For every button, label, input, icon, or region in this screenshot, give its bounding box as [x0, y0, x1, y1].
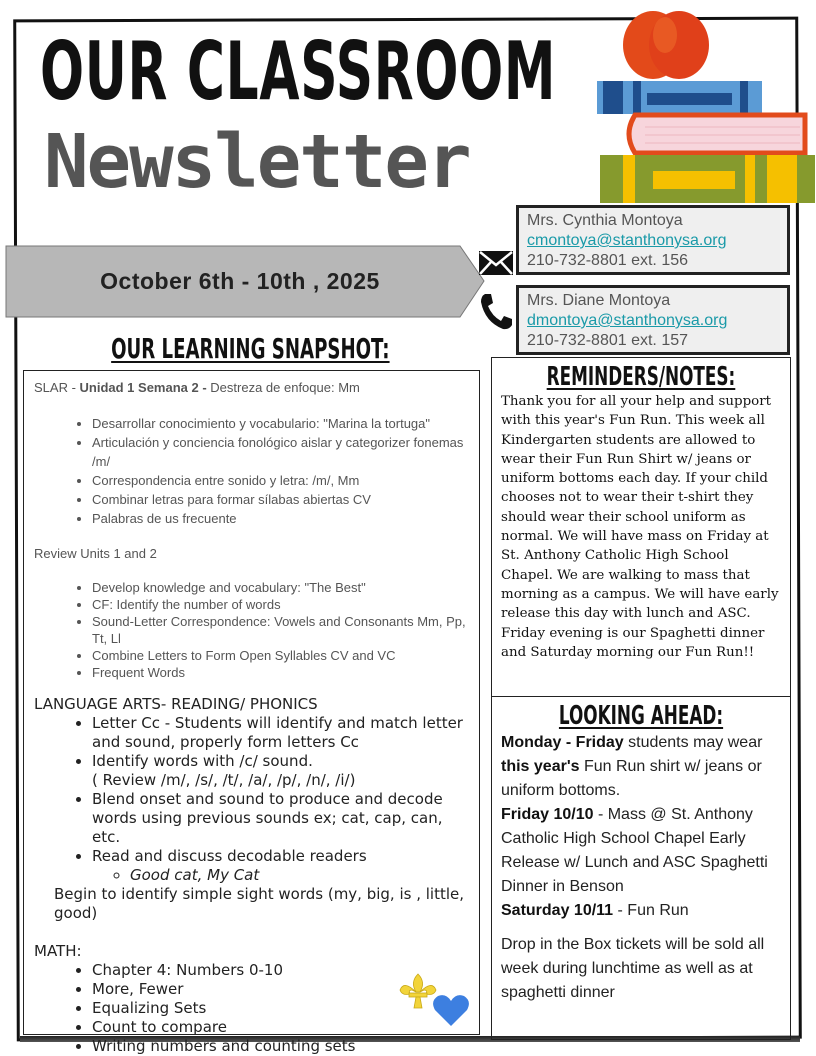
list-item: • More, Fewer: [92, 980, 469, 999]
contact-email-link[interactable]: cmontoya@stanthonysa.org: [527, 232, 727, 249]
list-item: • Chapter 4: Numbers 0-10: [92, 961, 469, 980]
looking-ahead-body: [501, 731, 781, 1005]
reminders-title: [501, 362, 781, 392]
event-day: Friday 10/10: [501, 806, 594, 823]
list-item: • Develop knowledge and vocabulary: "The Best": [92, 579, 469, 596]
event-emphasis: this year's: [501, 758, 580, 775]
event-fun-run-shirt: [501, 731, 781, 803]
list-item: • Frequent Words: [92, 664, 469, 681]
list-item-readers: ◦ Good cat, My Cat: [130, 866, 469, 885]
books-apple-icon: [595, 5, 816, 205]
contact-name: Mrs. Diane Montoya: [527, 292, 671, 309]
list-item: • CF: Identify the number of words: [92, 596, 469, 613]
list-item: • Writing numbers and counting sets: [92, 1037, 469, 1056]
reminders-title-text: REMINDERS/NOTES:: [546, 362, 736, 392]
sight-words: Begin to identify simple sight words (my, big, is , little, good): [54, 885, 465, 922]
snapshot-title: [20, 332, 480, 365]
list-item: • Read and discuss decodable readers: [92, 847, 469, 866]
slar-focus: Destreza de enfoque: Mm: [206, 380, 360, 395]
event-day: Saturday 10/11: [501, 902, 614, 919]
event-text: - Mass @ St. Anthony Catholic High School Chapel Early Release w/ Lunch and ASC Spaghetti Dinner in Benson: [501, 806, 768, 895]
looking-ahead-box: [491, 696, 791, 1040]
contact-card-diane: [516, 285, 790, 355]
list-item: • Count to compare: [92, 1018, 469, 1037]
looking-ahead-title: [501, 701, 781, 731]
slar-section: [34, 379, 469, 681]
date-banner: October 6th - 10th , 2025: [100, 268, 380, 294]
list-item: • Blend onset and sound to produce and decode words using previous sounds ex; cat, cap, can, etc.: [92, 790, 469, 847]
contact-phone: 210-732-8801 ext. 157: [527, 332, 689, 349]
learning-snapshot-box: [23, 370, 480, 1055]
list-item: • Articulación y conciencia fonológico aislar y categorizer fonemas /m/: [92, 433, 469, 471]
list-item: • Palabras de us frecuente: [92, 509, 469, 528]
event-day: Monday - Friday: [501, 734, 624, 751]
contact-name: Mrs. Cynthia Montoya: [527, 212, 683, 229]
event-text: - Fun Run: [613, 902, 689, 919]
slar-unit: Unidad 1 Semana 2 -: [79, 380, 207, 395]
list-item: • Correspondencia entre sonido y letra: /m/, Mm: [92, 471, 469, 490]
event-saturday-fun-run: [501, 899, 781, 923]
reminders-box: [491, 357, 791, 697]
phone-icon: [479, 292, 513, 330]
list-item: [92, 752, 469, 790]
review-heading: Review Units 1 and 2: [34, 546, 157, 561]
looking-ahead-title-text: LOOKING AHEAD:: [558, 701, 724, 731]
list-item: • Combinar letras para formar sílabas abiertas CV: [92, 490, 469, 509]
title-our-classroom: OUR CLASSROOM: [40, 25, 557, 118]
math-heading: MATH:: [34, 942, 82, 960]
list-item: • Equalizing Sets: [92, 999, 469, 1018]
title-newsletter: Newsletter: [44, 119, 470, 205]
review-sounds: ( Review /m/, /s/, /t/, /a/, /p/, /n/, /i/): [92, 771, 356, 789]
reminders-body: Thank you for all your help and support with this year's Fun Run. This week all Kindergarten students are allowed to wear their Fun Run Shirt w/ jeans or uniform bottoms each day. If your child chooses not to wear their t-shirt they should wear their school uniform as normal. We will have mass on Friday at St. Anthony Catholic High School Chapel. We are walking to mass that morning as a campus. We will have early release this day with lunch and ASC. Friday evening is our Spaghetti dinner and Saturday morning our Fun Run!!: [501, 394, 779, 660]
contact-card-cynthia: [516, 205, 790, 275]
list-item: • Sound-Letter Correspondence: Vowels and Consonants Mm, Pp, Tt, Ll: [92, 613, 469, 647]
drop-in-box-note: Drop in the Box tickets will be sold all week during lunchtime as well as at spaghetti dinner: [501, 936, 765, 1001]
slar-prefix: SLAR -: [34, 380, 80, 395]
list-item: • Letter Cc - Students will identify and match letter and sound, properly form letters Cc: [92, 714, 469, 752]
event-text: Fun Run shirt w/ jeans or uniform bottoms.: [501, 758, 762, 799]
snapshot-title-text: OUR LEARNING SNAPSHOT:: [110, 332, 390, 365]
heart-icon: [432, 993, 470, 1027]
list-item: • Desarrollar conocimiento y vocabulario: "Marina la tortuga": [92, 414, 469, 433]
contact-phone: 210-732-8801 ext. 156: [527, 252, 689, 269]
envelope-icon: [478, 250, 514, 276]
event-text: students may wear: [623, 734, 763, 751]
language-arts-heading: LANGUAGE ARTS- READING/ PHONICS: [34, 695, 318, 713]
event-friday-mass: [501, 803, 781, 899]
contact-email-link[interactable]: dmontoya@stanthonysa.org: [527, 312, 728, 329]
list-item-text: Identify words with /c/ sound.: [92, 752, 313, 770]
list-item: • Combine Letters to Form Open Syllables CV and VC: [92, 647, 469, 664]
